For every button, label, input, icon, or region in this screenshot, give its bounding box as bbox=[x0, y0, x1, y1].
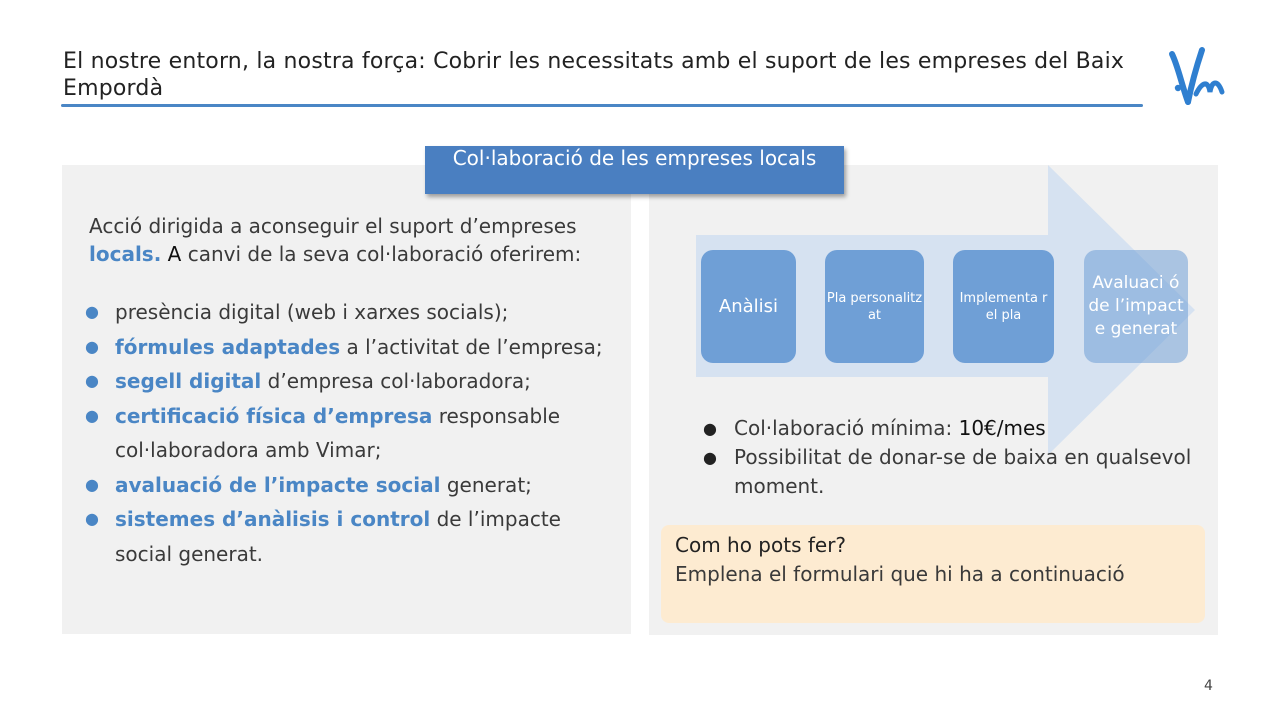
bullet-icon: ● bbox=[703, 448, 717, 467]
list-item-text: d’empresa col·laboradora; bbox=[261, 369, 531, 393]
list-item bbox=[85, 330, 615, 365]
bullet-icon: ● bbox=[85, 371, 99, 390]
bullet-icon: ● bbox=[85, 474, 99, 494]
slide-title: El nostre entorn, la nostra força: Cobrir les necessitats amb el suport de les empreses del Baix Empordà bbox=[63, 49, 1125, 101]
brand-logo bbox=[1158, 42, 1230, 114]
intro-accent: locals. bbox=[89, 242, 162, 266]
list-item bbox=[85, 295, 615, 330]
how-to-title: Com ho pots fer? bbox=[675, 533, 847, 557]
list-item-accent: avaluació de l’impacte social bbox=[115, 472, 441, 497]
section-header: Col·laboració de les empreses locals bbox=[425, 146, 844, 194]
page-number: 4 bbox=[1204, 678, 1213, 694]
step-plan: Pla personalitz at bbox=[825, 250, 924, 363]
bullet-icon: ● bbox=[85, 336, 99, 356]
list-item-text: responsable col·laboradora amb Vimar; bbox=[115, 403, 561, 462]
list-item-emphasis: 10€/mes bbox=[958, 416, 1046, 440]
how-to-box bbox=[661, 525, 1205, 623]
intro-dark: A bbox=[167, 242, 182, 266]
list-item-text: presència digital (web i xarxes socials); bbox=[115, 300, 509, 324]
intro-text-1: Acció dirigida a aconseguir el suport d’empreses bbox=[89, 214, 577, 238]
list-item-accent: fórmules adaptades bbox=[115, 334, 341, 359]
step-evaluation: Avaluaci ó de l’impact e generat bbox=[1084, 250, 1188, 363]
list-item bbox=[703, 414, 1193, 443]
list-item-text: a l’activitat de l’empresa; bbox=[340, 334, 603, 359]
bullet-icon: ● bbox=[85, 302, 99, 321]
list-item-accent: sistemes d’anàlisis i control bbox=[115, 507, 431, 531]
list-item bbox=[85, 399, 615, 468]
how-to-text: Emplena el formulari que hi ha a continuació bbox=[675, 562, 1125, 586]
list-item-text: de l’impacte social generat. bbox=[115, 507, 561, 566]
offer-list bbox=[85, 295, 615, 571]
title-underline bbox=[61, 104, 1143, 107]
list-item-text: generat; bbox=[440, 472, 532, 497]
step-analysis: Anàlisi bbox=[701, 250, 796, 363]
step-implement: Implementa r el pla bbox=[953, 250, 1054, 363]
intro-paragraph bbox=[89, 212, 609, 268]
list-item bbox=[85, 502, 615, 571]
bullet-icon: ● bbox=[85, 405, 99, 425]
bullet-icon: ● bbox=[85, 509, 99, 528]
bullet-icon: ● bbox=[703, 419, 717, 438]
list-item bbox=[85, 364, 615, 399]
list-item bbox=[85, 468, 615, 503]
list-item-accent: segell digital bbox=[115, 369, 262, 393]
list-item-text: Possibilitat de donar-se de baixa en qualsevol moment. bbox=[734, 445, 1192, 498]
list-item-text: Col·laboració mínima: bbox=[734, 416, 959, 440]
list-item-accent: certificació física d’empresa bbox=[115, 403, 433, 428]
conditions-list bbox=[703, 414, 1193, 501]
list-item bbox=[703, 443, 1193, 501]
intro-text-3: canvi de la seva col·laboració oferirem: bbox=[181, 242, 582, 266]
